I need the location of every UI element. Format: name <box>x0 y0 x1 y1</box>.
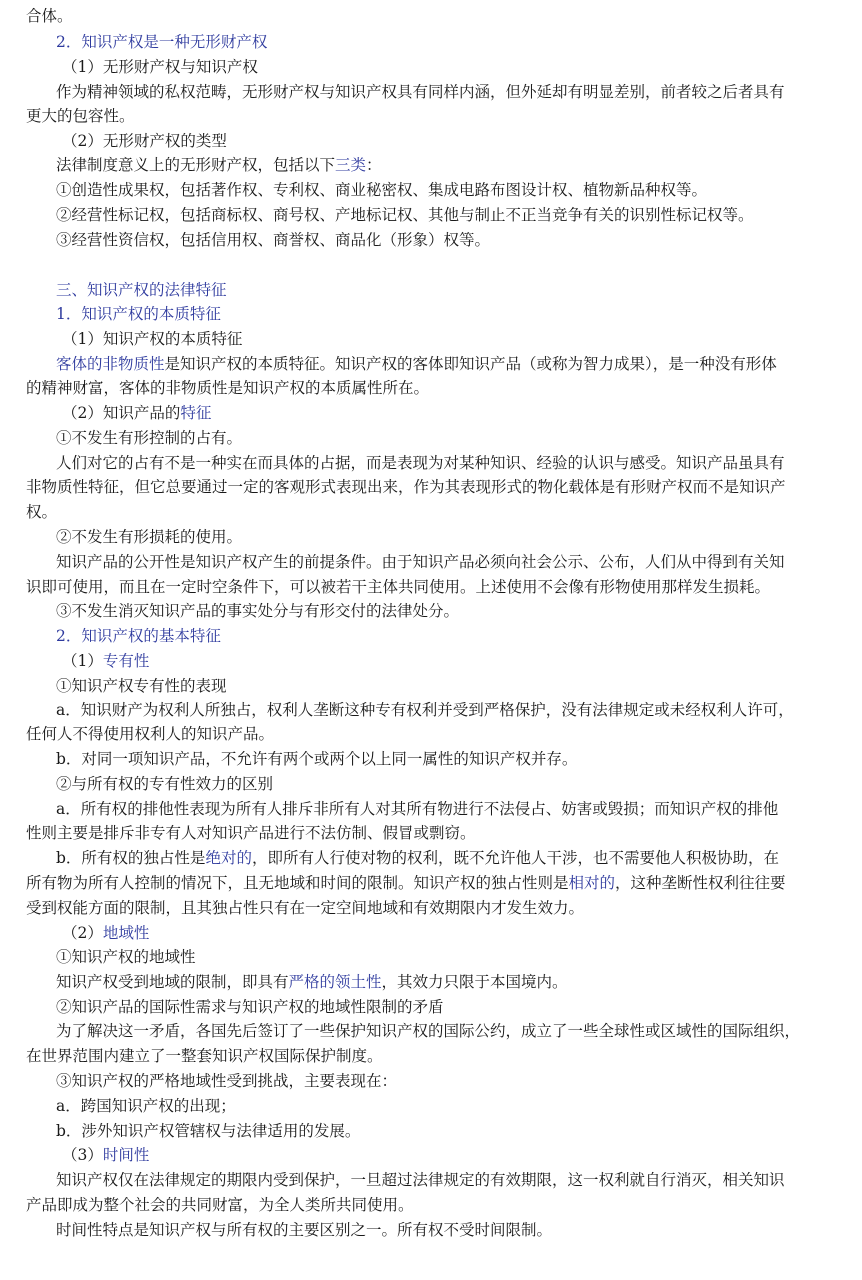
highlighted-term: 绝对的 <box>205 849 252 867</box>
highlighted-term: 特征 <box>180 404 212 422</box>
text-run: 知识产权受到地域的限制，即具有 <box>56 973 289 991</box>
list-item: ①创造性成果权，包括著作权、专利权、商业秘密权、集成电路布图设计权、植物新品种权等。 <box>56 181 708 199</box>
paragraph-line: 在世界范围内建立了一整套知识产权国际保护制度。 <box>26 1047 383 1065</box>
paragraph-line: b．对同一项知识产品，不允许有两个或两个以上同一属性的知识产权并存。 <box>56 750 578 768</box>
list-item: ①知识产权专有性的表现 <box>56 677 227 695</box>
text-run: ，其效力只限于本国境内。 <box>381 973 568 991</box>
paragraph-line <box>26 871 842 895</box>
text-run: b．所有权的独占性是 <box>56 849 206 867</box>
list-item: ②知识产品的国际性需求与知识产权的地域性限制的矛盾 <box>56 998 444 1016</box>
section-heading: 2．知识产权是一种无形财产权 <box>56 33 268 51</box>
section-heading: 2．知识产权的基本特征 <box>56 627 221 645</box>
sub-heading: （1）无形财产权与知识产权 <box>62 58 258 76</box>
list-item: ③不发生消灭知识产品的事实处分与有形交付的法律处分。 <box>56 602 460 620</box>
list-item: ②不发生有形损耗的使用。 <box>56 528 243 546</box>
paragraph-line: 受到权能方面的限制，且其独占性只有在一定空间地域和有效期限内才发生效力。 <box>26 899 585 917</box>
list-item: a．跨国知识产权的出现； <box>56 1097 236 1115</box>
highlighted-term: 专有性 <box>102 652 150 670</box>
paragraph-line <box>56 153 842 177</box>
text-run: 法律制度意义上的无形财产权，包括以下 <box>56 156 336 174</box>
text-run: ： <box>366 156 382 174</box>
text-run: 是知识产权的本质特征。知识产权的客体即知识产品（或称为智力成果），是一种没有形体 <box>164 355 777 373</box>
sub-heading <box>62 649 842 673</box>
paragraph-line: a．知识财产为权利人所独占，权利人垄断这种专有权利并受到严格保护，没有法律规定或未经权利人许可， <box>56 701 794 719</box>
paragraph-line <box>56 846 842 870</box>
paragraph-line: 性则主要是排斥非专有人对知识产品进行不法仿制、假冒或剽窃。 <box>26 824 476 842</box>
paragraph-line <box>56 970 842 994</box>
paragraph-line: 为了解决这一矛盾，各国先后签订了一些保护知识产权的国际公约，成立了一些全球性或区域性的国际组织， <box>56 1022 801 1040</box>
paragraph-line: 更大的包容性。 <box>26 107 135 125</box>
list-item: b．涉外知识产权管辖权与法律适用的发展。 <box>56 1122 361 1140</box>
sub-heading <box>62 401 842 425</box>
paragraph-line: 识即可使用，而且在一定时空条件下，可以被若干主体共同使用。上述使用不会像有形物使用那样发生损耗。 <box>26 578 771 596</box>
list-item: ①不发生有形控制的占有。 <box>56 429 243 447</box>
text-run: （2） <box>62 924 103 942</box>
highlighted-term: 严格的领土性 <box>288 973 382 991</box>
text-run: （1） <box>62 652 103 670</box>
paragraph-line: 知识产权仅在法律规定的期限内受到保护，一旦超过法律规定的有效期限，这一权利就自行消灭，相关知识 <box>56 1171 785 1189</box>
paragraph-line: 知识产品的公开性是知识产权产生的前提条件。由于知识产品必须向社会公示、公布，人们从中得到有关知 <box>56 553 785 571</box>
highlighted-term: 客体的非物质性 <box>56 355 165 373</box>
text-run: 所有物为所有人控制的情况下，且无地域和时间的限制。知识产权的独占性则是 <box>26 874 569 892</box>
section-heading: 1．知识产权的本质特征 <box>56 305 221 323</box>
paragraph-line: 权。 <box>26 503 58 521</box>
sub-heading: （2）无形财产权的类型 <box>62 132 227 150</box>
paragraph-line: 时间性特点是知识产权与所有权的主要区别之一。所有权不受时间限制。 <box>56 1221 553 1239</box>
list-item: ②经营性标记权，包括商标权、商号权、产地标记权、其他与制止不正当竞争有关的识别性标记权等。 <box>56 206 754 224</box>
text-line: 合体。 <box>26 7 73 25</box>
highlighted-term: 相对的 <box>568 874 616 892</box>
paragraph-line: 产品即成为整个社会的共同财富，为全人类所共同使用。 <box>26 1196 414 1214</box>
highlighted-term: 地域性 <box>102 924 150 942</box>
paragraph-line: 任何人不得使用权利人的知识产品。 <box>26 725 275 743</box>
sub-heading: （1）知识产权的本质特征 <box>62 330 243 348</box>
text-run: （2）知识产品的 <box>62 404 181 422</box>
list-item: ③知识产权的严格地域性受到挑战，主要表现在： <box>56 1072 398 1090</box>
sub-heading <box>62 1143 842 1167</box>
list-item: ①知识产权的地域性 <box>56 948 196 966</box>
paragraph-line: 非物质性特征，但它总要通过一定的客观形式表现出来，作为其表现形式的物化载体是有形财产权而不是知识产 <box>26 478 786 496</box>
text-run: ，即所有人行使对物的权利，既不允许他人干涉，也不需要他人积极协助，在 <box>251 849 779 867</box>
paragraph-line: 人们对它的占有不是一种实在而具体的占据，而是表现为对某种知识、经验的认识与感受。知识产品虽具有 <box>56 454 785 472</box>
text-run: （3） <box>62 1146 103 1164</box>
paragraph-line <box>56 352 842 376</box>
paragraph-line: a．所有权的排他性表现为所有人排斥非所有人对其所有物进行不法侵占、妨害或毁损；而知识产权的排他 <box>56 800 779 818</box>
list-item: ②与所有权的专有性效力的区别 <box>56 775 274 793</box>
sub-heading <box>62 921 842 945</box>
paragraph-line: 的精神财富，客体的非物质性是知识产权的本质属性所在。 <box>26 379 430 397</box>
text-run: ，这种垄断性权利往往要 <box>615 874 786 892</box>
highlighted-term: 三类 <box>335 156 367 174</box>
list-item: ③经营性资信权，包括信用权、商誉权、商品化（形象）权等。 <box>56 231 491 249</box>
highlighted-term: 时间性 <box>102 1146 150 1164</box>
paragraph-line: 作为精神领域的私权范畴，无形财产权与知识产权具有同样内涵，但外延却有明显差别，前者较之后者具有 <box>56 83 785 101</box>
chapter-heading: 三、知识产权的法律特征 <box>56 281 227 299</box>
